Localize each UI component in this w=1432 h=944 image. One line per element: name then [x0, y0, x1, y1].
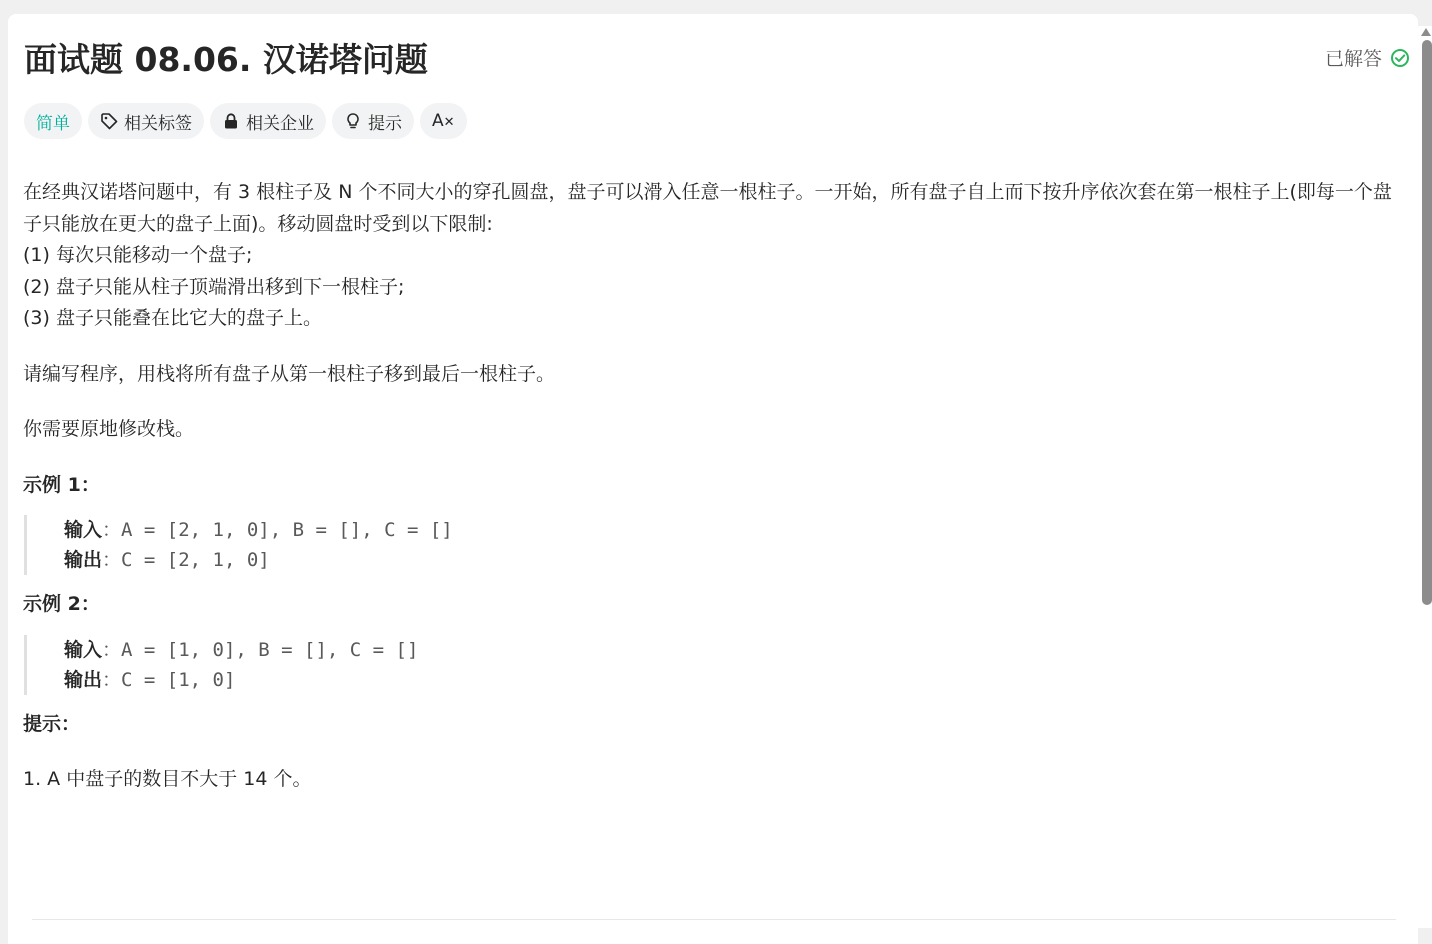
example-2-block: [24, 635, 1393, 695]
solved-label: 已解答: [1324, 48, 1382, 70]
hint-item-1: 1. A 中盘子的数目不大于 14 个。: [23, 768, 312, 790]
problem-title: 面试题 08.06. 汉诺塔问题: [24, 40, 428, 79]
scroll-up-arrow-icon[interactable]: [1421, 28, 1431, 36]
example-1-output: ：C = [2, 1, 0]: [102, 549, 270, 571]
rule-2: (2) 盘子只能从柱子顶端滑出移到下一根柱子;: [23, 275, 405, 298]
tag-icon: [100, 112, 118, 130]
related-tags-button[interactable]: [88, 103, 204, 139]
solved-status: [1325, 44, 1410, 71]
example-1-output-label: 输出: [64, 549, 103, 571]
lightbulb-icon: [344, 112, 362, 130]
lock-icon: [222, 112, 240, 130]
task-paragraph: 请编写程序，用栈将所有盘子从第一根柱子移到最后一根柱子。: [23, 362, 556, 385]
problem-description: [23, 177, 1393, 796]
example-1-input-label: 输入: [64, 519, 103, 541]
difficulty-label: 简单: [36, 113, 70, 134]
rule-1: (1) 每次只能移动一个盘子;: [23, 244, 253, 266]
hint-button[interactable]: [332, 103, 414, 139]
translate-icon: A✕: [432, 111, 455, 131]
example-2-heading: 示例 2：: [23, 593, 100, 615]
difficulty-badge[interactable]: [24, 103, 82, 139]
intro-paragraph: 在经典汉诺塔问题中，有 3 根柱子及 N 个不同大小的穿孔圆盘，盘子可以滑入任意一根柱子。一开始，所有盘子自上而下按升序依次套在第一根柱子上(即每一个盘子只能放在更大的盘子上面)。移动圆盘时受到以下限制:: [23, 181, 1392, 235]
related-companies-button[interactable]: [210, 103, 326, 139]
check-circle-icon: [1390, 48, 1410, 68]
example-1-input: ：A = [2, 1, 0], B = [], C = []: [102, 519, 453, 541]
note-paragraph: 你需要原地修改栈。: [23, 418, 195, 440]
example-2-output: ：C = [1, 0]: [102, 668, 236, 691]
related-companies-label: 相关企业: [246, 113, 314, 134]
example-1-heading: 示例 1：: [23, 473, 100, 496]
example-2-output-label: 输出: [64, 668, 103, 691]
example-2-input-label: 输入: [64, 638, 103, 661]
divider: [32, 919, 1396, 920]
translate-button[interactable]: [420, 103, 467, 139]
hint-label: 提示: [368, 113, 402, 134]
related-tags-label: 相关标签: [124, 113, 192, 134]
example-2-input: ：A = [1, 0], B = [], C = []: [102, 638, 419, 661]
example-1-block: [24, 515, 1393, 575]
hints-heading: 提示：: [23, 712, 81, 735]
rule-3: (3) 盘子只能叠在比它大的盘子上。: [23, 307, 322, 329]
tag-bar: [24, 103, 467, 139]
scrollbar-thumb[interactable]: [1422, 40, 1432, 605]
